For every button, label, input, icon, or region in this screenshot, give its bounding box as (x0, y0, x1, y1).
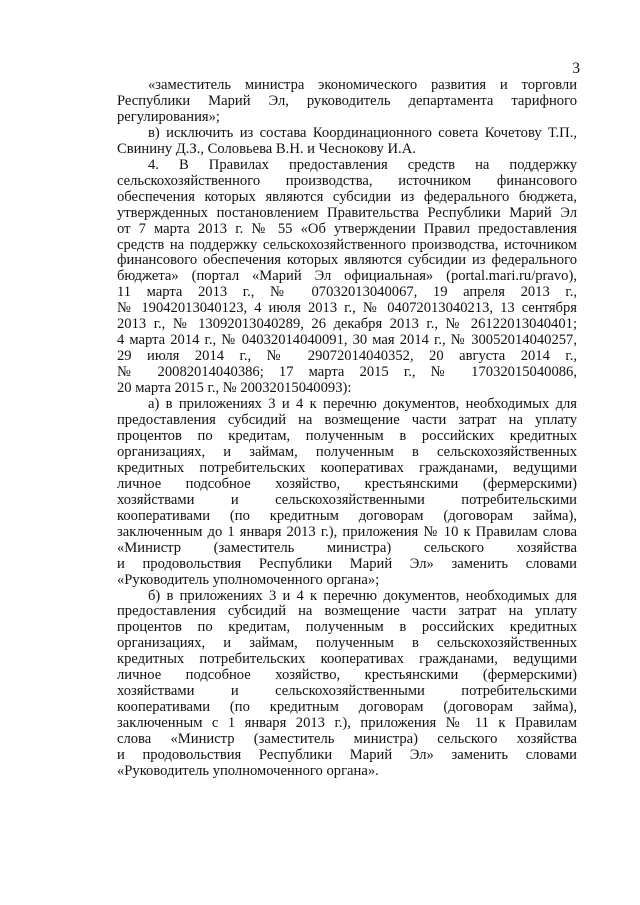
text-line: 29 июля 2014 г., № 29072014040352, 20 августа 2014 г., (117, 348, 577, 365)
text-line: «Руководитель уполномоченного органа»; (117, 571, 380, 588)
text-line: процентов по кредитам, полученным в российских кредитных (117, 619, 577, 636)
text-line: хозяйствами и сельскохозяйственными потребительскими (117, 491, 577, 508)
text-line: в) исключить из состава Координационного совета Кочетову Т.П., (148, 124, 577, 141)
text-line: организациях, и займам, полученным в сельскохозяйственных (117, 635, 577, 652)
text-line: регулирования»; (117, 108, 220, 125)
text-line: 4. В Правилах предоставления средств на поддержку (148, 156, 577, 173)
paragraph-item-b (117, 589, 577, 780)
text-line: личное подсобное хозяйство, крестьянскими (фермерскими) (117, 667, 577, 684)
text-line: 2013 г., № 13092013040289, 26 декабря 2013 г., № 26122013040401; (117, 316, 577, 333)
text-line: «Руководитель уполномоченного органа». (117, 762, 379, 779)
text-line: № 19042013040123, 4 июля 2013 г., № 04072013040213, 13 сентября (117, 300, 577, 317)
text-line: «заместитель министра экономического развития и торговли (148, 77, 577, 93)
text-line: кредитных потребительских кооперативах гражданами, ведущими (117, 651, 577, 668)
text-line: предоставления субсидий на возмещение части затрат на уплату (117, 412, 577, 429)
text-line: от 7 марта 2013 г. № 55 «Об утверждении Правил предоставления (117, 220, 577, 237)
text-line: хозяйствами и сельскохозяйственными потребительскими (117, 683, 577, 700)
text-line: 4 марта 2014 г., № 04032014040091, 30 мая 2014 г., № 30052014040257, (117, 332, 577, 349)
paragraph-item-4 (117, 158, 577, 397)
text-line: средств на поддержку сельскохозяйственного производства, источником (117, 236, 577, 253)
text-line: и продовольствия Республики Марий Эл» заменить словами (117, 747, 577, 764)
text-line: № 20082014040386; 17 марта 2015 г., № 17032015040086, (117, 364, 577, 381)
text-line: заключенным до 1 января 2013 г.), приложения № 10 к Правилам слова (117, 523, 577, 540)
text-line: утвержденных постановлением Правительства Республики Марий Эл (117, 204, 577, 221)
text-line: предоставления субсидий на возмещение части затрат на уплату (117, 603, 577, 620)
text-line: бюджета» (портал «Марий Эл официальная» (portal.mari.ru/pravo), (117, 268, 577, 285)
text-line: организациях, и займам, полученным в сельскохозяйственных (117, 443, 577, 460)
text-line: Свинину Д.З., Соловьева В.Н. и Чеснокову И.А. (117, 140, 416, 157)
paragraph-item-a (117, 397, 577, 588)
text-line: сельскохозяйственного производства, источником финансового (117, 172, 577, 189)
text-line: обеспечения которых являются субсидии из федерального бюджета, (117, 188, 577, 205)
text-line: слова «Министр (заместитель министра) сельского хозяйства (117, 731, 577, 748)
document-body (117, 78, 577, 780)
text-line: а) в приложениях 3 и 4 к перечню документов, необходимых для (148, 396, 577, 413)
text-line: кооперативами (по кредитным договорам (договорам займа), (117, 699, 577, 716)
text-line: 11 марта 2013 г., № 07032013040067, 19 апреля 2013 г., (117, 284, 577, 301)
text-line: и продовольствия Республики Марий Эл» заменить словами (117, 555, 577, 572)
text-line: кредитных потребительских кооперативах гражданами, ведущими (117, 459, 577, 476)
text-line: «Министр (заместитель министра) сельского хозяйства (117, 539, 577, 556)
text-line: процентов по кредитам, полученным в российских кредитных (117, 427, 577, 444)
text-line: финансового обеспечения которых являются субсидии из федерального (117, 252, 577, 269)
page-number: 3 (572, 60, 580, 77)
text-line: б) в приложениях 3 и 4 к перечню документов, необходимых для (148, 587, 577, 604)
paragraph-deputy-minister-title (117, 78, 577, 126)
text-line: личное подсобное хозяйство, крестьянскими (фермерскими) (117, 475, 577, 492)
text-line: Республики Марий Эл, руководитель департамента тарифного (117, 92, 577, 109)
text-line: 20 марта 2015 г., № 20032015040093): (117, 380, 352, 397)
text-line: кооперативами (по кредитным договорам (договорам займа), (117, 507, 577, 524)
text-line: заключенным с 1 января 2013 г.), приложения № 11 к Правилам (117, 715, 577, 732)
paragraph-item-v (117, 126, 577, 158)
